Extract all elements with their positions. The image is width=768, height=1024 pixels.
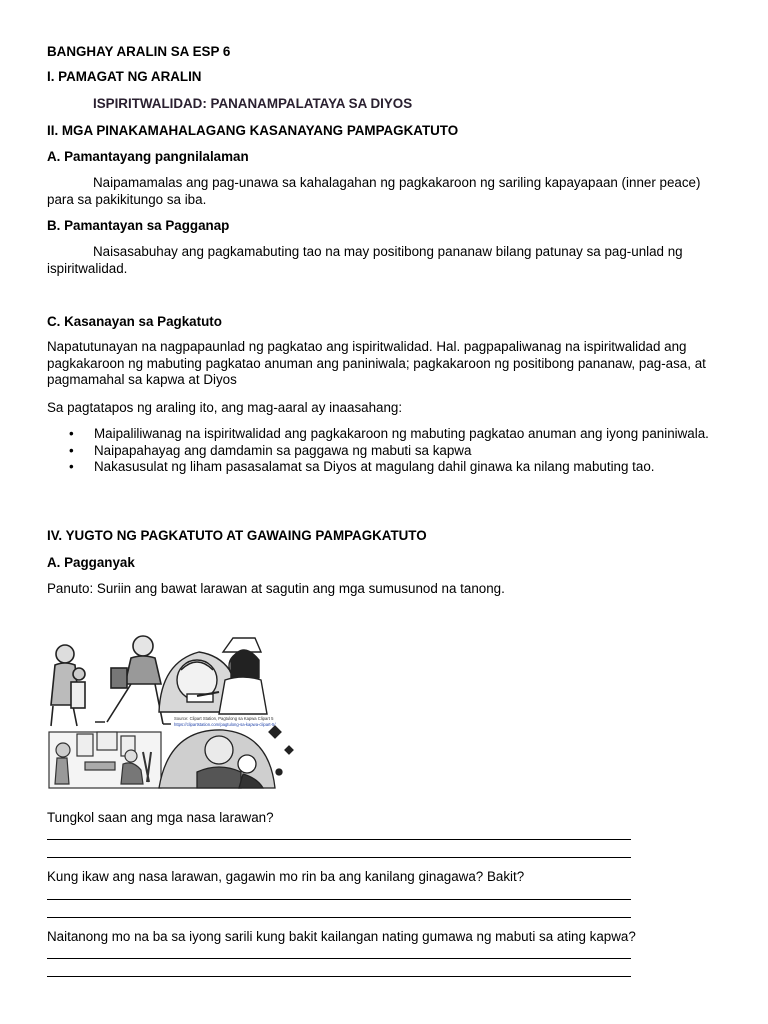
- svg-text:https://clipartstation.com/pag: https://clipartstation.com/pagtulong-sa-kapwa-clipart-5/: [174, 722, 276, 727]
- question-3: Naitanong mo na ba sa iyong sarili kung bakit kailangan nating gumawa ng mabuti sa ating kapwa?: [47, 929, 636, 944]
- list-item: • Maipaliliwanag na ispiritwalidad ang pagkakaroon ng mabuting pagkatao anuman ang iyong paniniwala.: [69, 426, 709, 441]
- comforting-clipart: [159, 726, 293, 788]
- answer-line[interactable]: [47, 839, 631, 840]
- answer-line[interactable]: [47, 976, 631, 977]
- subsection-a-heading: A. Pamantayang pangnilalaman: [47, 149, 249, 164]
- instructions: Panuto: Suriin ang bawat larawan at sagutin ang mga sumusunod na tanong.: [47, 581, 505, 596]
- subsection-c-heading: C. Kasanayan sa Pagkatuto: [47, 314, 222, 329]
- section-2-heading: II. MGA PINAKAMAHALAGANG KASANAYANG PAMPAGKATUTO: [47, 123, 459, 138]
- subsection-c-body: Napatutunayan na nagpapaunlad ng pagkatao ang ispiritwalidad. Hal. pagpapaliwanag na ispiritwalidad ang pagkakaroon ng mabuting pagkatao anuman ang paniniwala; pagkakaroon ng positibong pananaw, pag-asa, at pagmamahal sa kapwa at Diyos: [47, 339, 706, 387]
- objectives-list: [47, 426, 723, 476]
- helping-elderly-clipart: [51, 636, 175, 726]
- city-scene-clipart: [49, 732, 161, 788]
- list-item: • Naipapahayag ang damdamin sa paggawa ng mabuti sa kapwa: [69, 442, 472, 458]
- objectives-lead: Sa pagtatapos ng araling ito, ang mag-aaral ay inaasahang:: [47, 400, 403, 415]
- source-caption-image-text: Source: Clipart Station, Pagtulong sa Kapwa Clipart 5: [174, 716, 274, 721]
- answer-line[interactable]: [47, 917, 631, 918]
- lesson-title: ISPIRITWALIDAD: PANANAMPALATAYA SA DIYOS: [93, 96, 413, 111]
- clipart-collage-image: [47, 632, 305, 792]
- question-1: Tungkol saan ang mga nasa larawan?: [47, 810, 274, 825]
- subsection-b-heading: B. Pamantayan sa Pagganap: [47, 218, 230, 233]
- pagganyak-heading: A. Pagganyak: [47, 555, 135, 570]
- activity-illustration: [47, 632, 305, 792]
- doc-title: BANGHAY ARALIN SA ESP 6: [47, 44, 231, 59]
- subsection-a-body: Naipamamalas ang pag-unawa sa kahalagahan ng pagkakaroon ng sariling kapayapaan (inner peace) para sa pakikitungo sa iba.: [47, 175, 701, 207]
- nurse-feeding-clipart: [159, 638, 267, 714]
- section-4-heading: IV. YUGTO NG PAGKATUTO AT GAWAING PAMPAGKATUTO: [47, 528, 427, 543]
- answer-line[interactable]: [47, 857, 631, 858]
- question-2: Kung ikaw ang nasa larawan, gagawin mo rin ba ang kanilang ginagawa? Bakit?: [47, 869, 525, 884]
- list-item: • Nakasusulat ng liham pasasalamat sa Diyos at magulang dahil ginawa ka nilang mabuting tao.: [69, 459, 655, 474]
- section-1-heading: I. PAMAGAT NG ARALIN: [47, 69, 202, 84]
- subsection-b-body: Naisasabuhay ang pagkamabuting tao na may positibong pananaw bilang patunay sa pag-unlad ng ispiritwalidad.: [47, 244, 683, 276]
- answer-line[interactable]: [47, 899, 631, 900]
- answer-line[interactable]: [47, 958, 631, 959]
